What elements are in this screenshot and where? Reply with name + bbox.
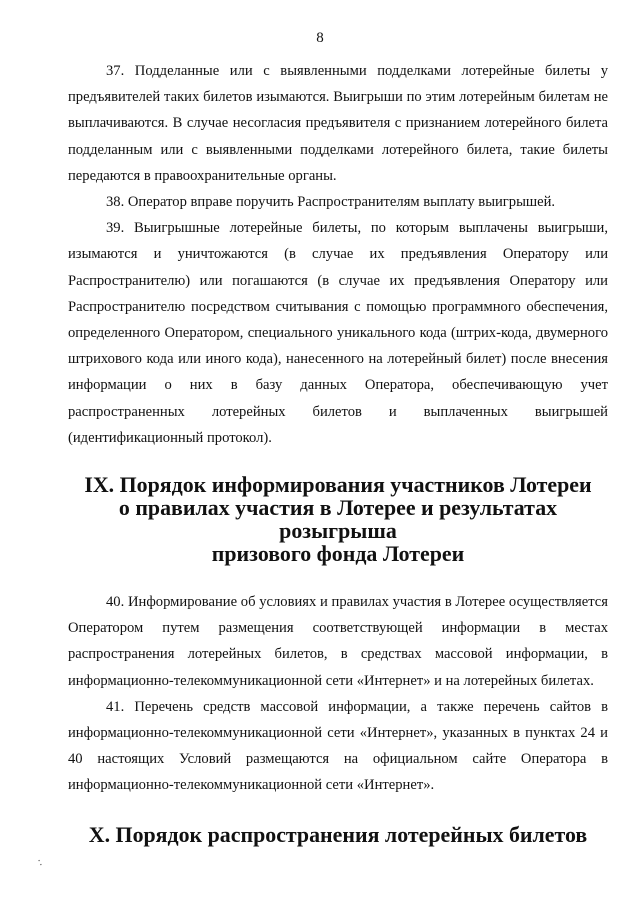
scan-mark: .· (32, 856, 46, 868)
section-9-heading-line-1: IX. Порядок информирования участников Лотереи (84, 472, 592, 498)
paragraph-37: 37. Подделанные или с выявленными подделками лотерейные билеты у предъявителей таких билетов изымаются. Выигрыши по этим лотерейным билетам не выплачиваются. В случае несогласия предъявителя с признанием лотерейного билета подделанным или с выявленными подделками лотерейного билета, такие билеты передаются в правоохранительные органы. (68, 63, 608, 184)
paragraph-40: 40. Информирование об условиях и правилах участия в Лотерее осуществляется Оператором путем размещения соответствующей информации в местах распространения лотерейных билетов, в средствах массовой информации, в информационно-телекоммуникационной сети «Интернет» и на лотерейных билетах. (68, 594, 608, 689)
page-number: 8 (316, 30, 324, 46)
section-9-heading (68, 473, 608, 565)
paragraph-38: 38. Оператор вправе поручить Распространителям выплату выигрышей. (106, 194, 556, 211)
section-9-heading-line-3: призового фонда Лотереи (211, 541, 465, 567)
document-body (68, 58, 608, 846)
section-10-heading (68, 823, 608, 846)
paragraph-39: 39. Выигрышные лотерейные билеты, по которым выплачены выигрыши, изымаются и уничтожаются (в случае их предъявления Оператору или Распространителю) или погашаются (в случае их предъявления Оператору или Распространителю посредством считывания с помощью программного обеспечения, определенного Оператором, специального уникального кода (штрих-кода, двумерного штрихового кода или иного кода), нанесенного на лотерейный билет) после внесения информации о них в базу данных Оператора, обеспечивающую учет распространенных лотерейных билетов и выплаченных выигрышей (идентификационный протокол). (68, 220, 608, 446)
section-10-heading-title: X. Порядок распространения лотерейных билетов (88, 821, 588, 847)
section-9-heading-line-2: о правилах участия в Лотерее и результатах розыгрыша (118, 495, 558, 544)
paragraph-41: 41. Перечень средств массовой информации, а также перечень сайтов в информационно-телекоммуникационной сети «Интернет», указанных в пунктах 24 и 40 настоящих Условий размещаются на официальном сайте Оператора в информационно-телекоммуникационной сети «Интернет». (68, 698, 608, 794)
